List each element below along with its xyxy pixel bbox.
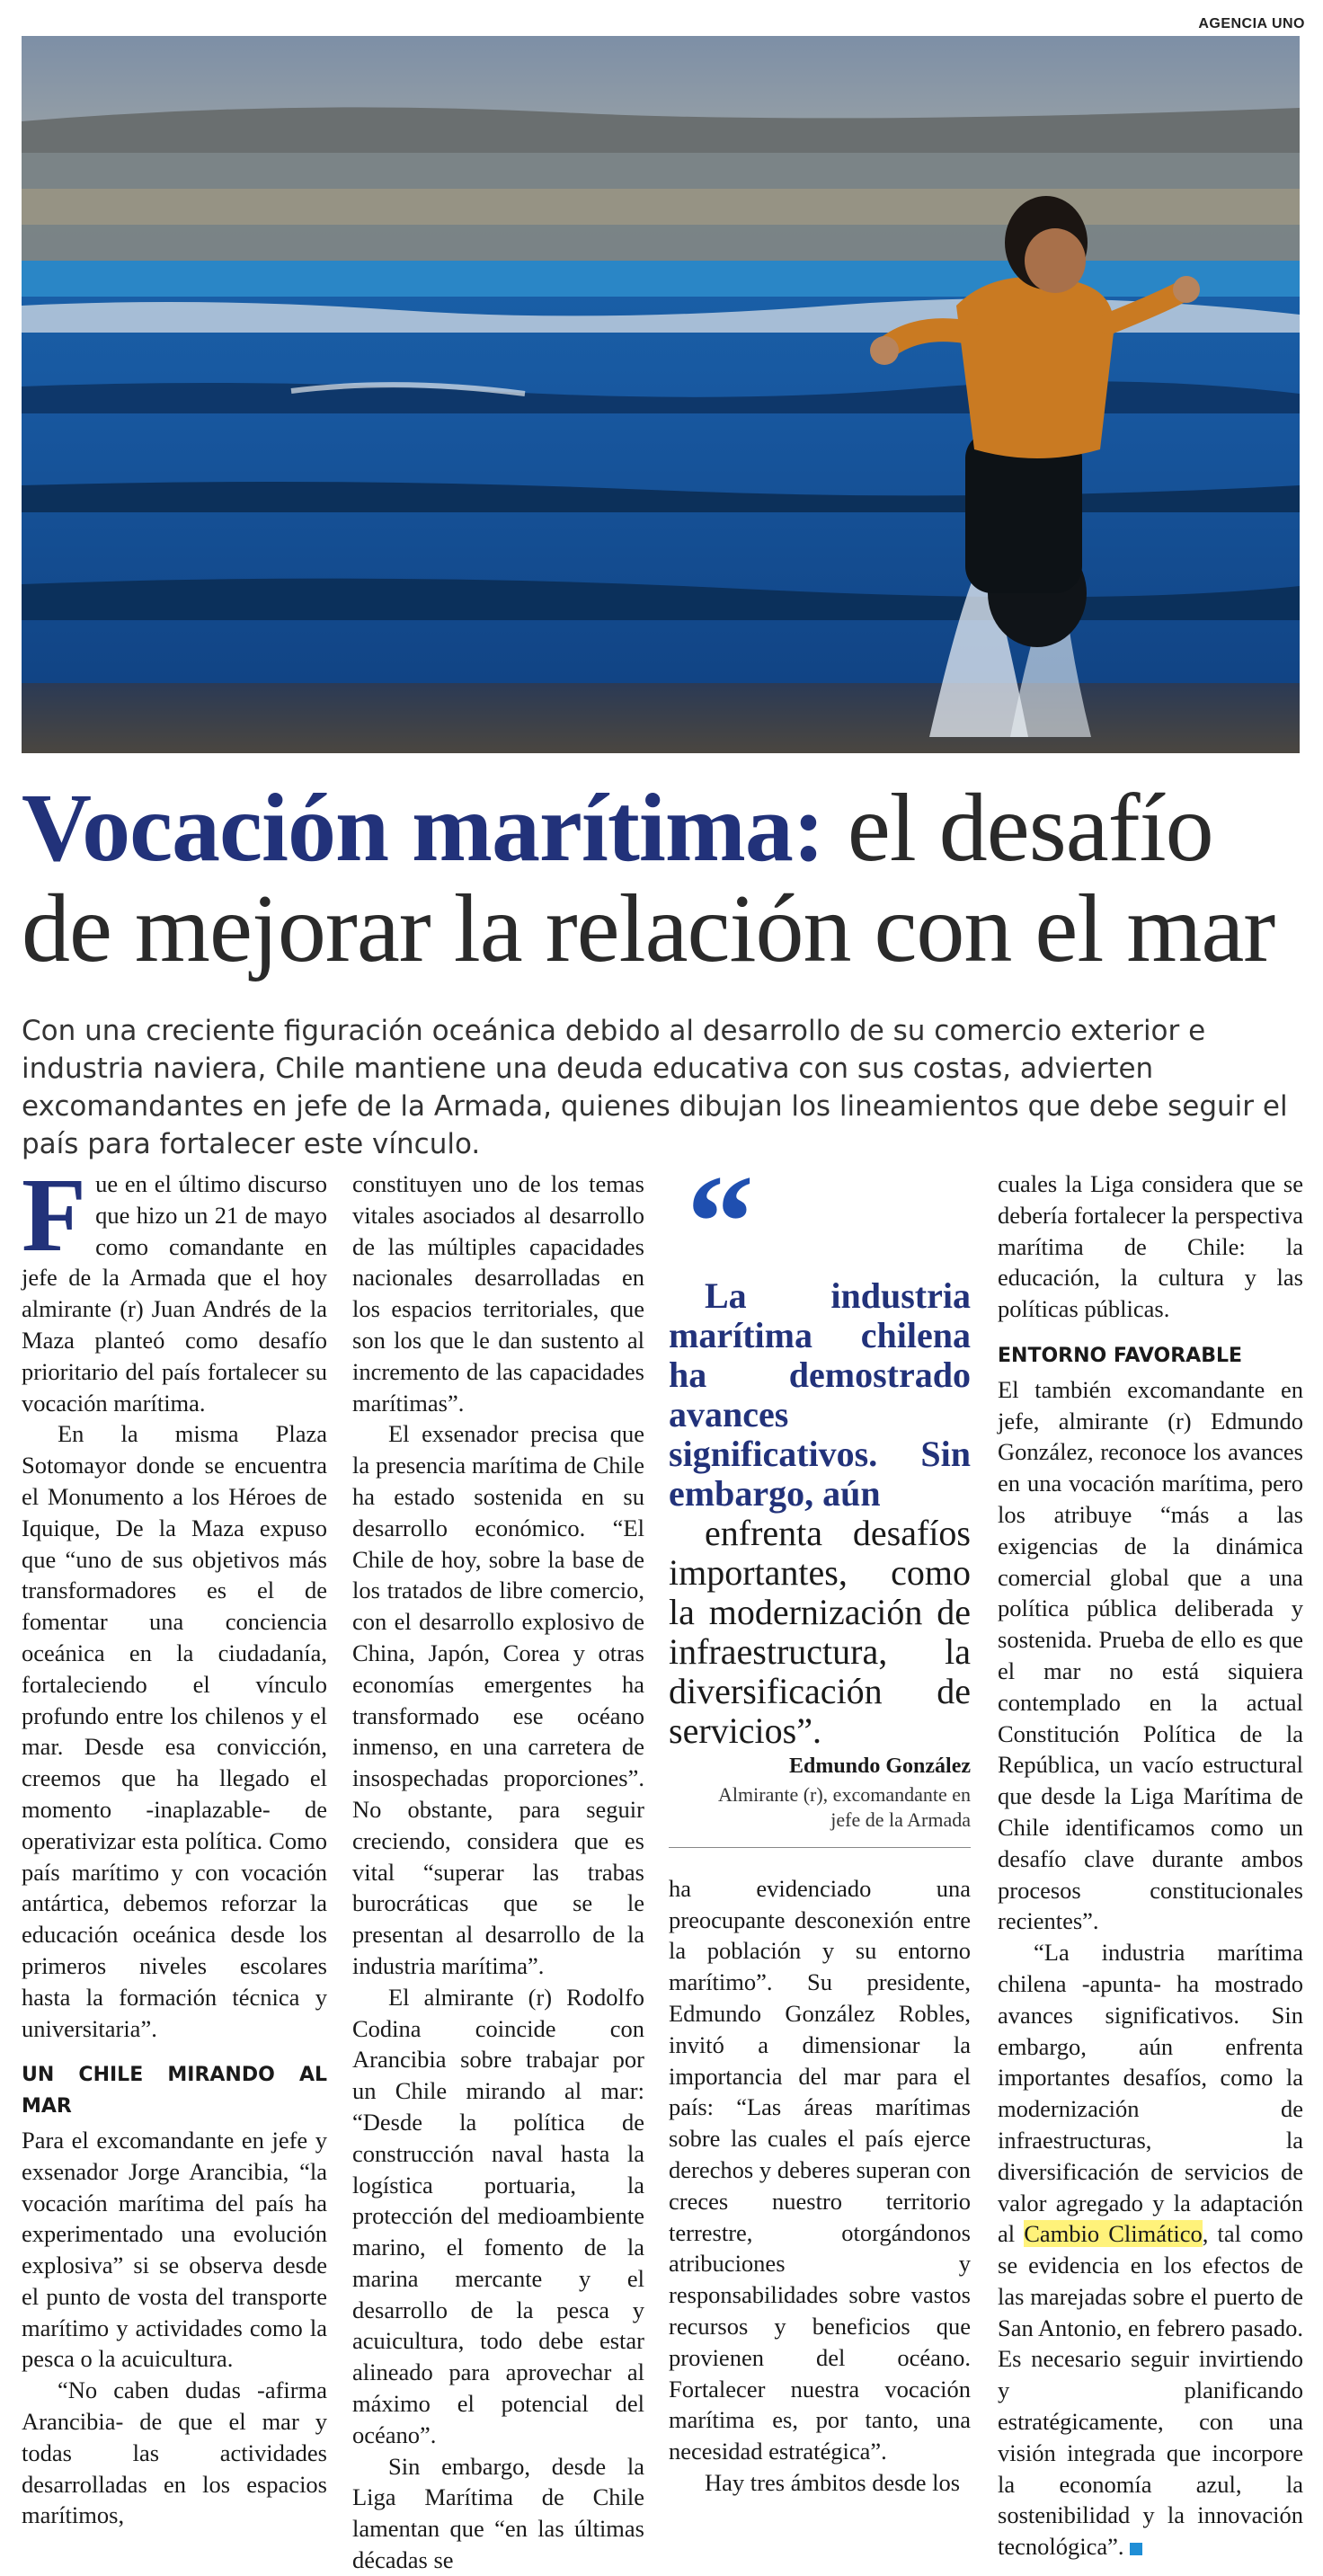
paragraph: Sin embargo, desde la Liga Marítima de Chile lamentan que “en las últimas décadas se <box>352 2452 644 2574</box>
paragraph: El exsenador precisa que la presencia marítima de Chile ha estado sostenida en su desarrollo económico. “El Chile de hoy, sobre la base de los tratados de libre comercio, con el desarrollo explosivo de China, Japón, Corea y otras economías emergentes ha transformado ese océano inmenso, en una carretera de insospechadas proporciones”. No obstante, para seguir creciendo, considera que es vital “superar las trabas burocráticas que se le presentan al desarrollo de la industria marítima”. <box>352 1420 644 1979</box>
paragraph-text: ue en el último discurso que hizo un 21 de mayo como comandante en jefe de la Armada que el hoy almirante (r) Juan Andrés de la Maza planteó como desafío prioritario del país fortalecer su vocación marítima. <box>22 1170 327 1417</box>
drop-cap: F <box>22 1156 87 1274</box>
paragraph-text: “La industria marítima chilena -apunta- ha mostrado avances significativos. Sin embargo, aún enfrenta importantes desafíos, como la modernización de infraestructuras, la diversificación de servicios de valor agregado y la adaptación al <box>998 1939 1303 2248</box>
pull-quote-author: Edmundo González <box>788 1754 971 1778</box>
end-mark-icon <box>1130 2543 1142 2555</box>
headline-rest: el desafío de mejorar la relación con el mar <box>22 775 1275 982</box>
paragraph <box>22 1156 327 1418</box>
paragraph: Hay tres ámbitos desde los <box>705 2468 961 2496</box>
photo-credit: AGENCIA UNO <box>1198 16 1305 31</box>
quote-mark-icon: “ <box>687 1148 754 1297</box>
subheading: UN CHILE MIRANDO AL MAR <box>22 2064 327 2119</box>
subheading: ENTORNO FAVORABLE <box>998 1344 1243 1367</box>
pull-quote <box>669 1148 971 1848</box>
paragraph: Para el excomandante en jefe y exsenador Jorge Arancibia, “la vocación marítima del país ha experimentado una evolución explosiva” si se observa desde el punto de vosta del transporte marítimo y actividades como la pesca o la acuicultura. <box>22 2126 327 2373</box>
hero-photo <box>22 36 1300 753</box>
paragraph: El también excomandante en jefe, almirante (r) Edmundo González, reconoce los avances en una vocación marítima, pero los atribuye “más a las exigencias de la dinámica comercial global que a una política pública deliberada y sostenida. Prueba de ello es que el mar no está siquiera contemplado en la actual Constitución Política de la República, un vacío estructural que desde la Liga Marítima de Chile identificamos como un desafío clave durante ambos procesos constitucionales recientes”. <box>998 1375 1303 1935</box>
column-3 <box>669 1148 971 2499</box>
headline-strong: Vocación marítima: <box>22 775 824 882</box>
pull-quote-text: enfrenta desafíos importantes, como la modernización de infraestructura, la diversificación de servicios”. <box>669 1513 971 1751</box>
highlighted-text: Cambio Climático <box>1024 2220 1203 2248</box>
paragraph-text: , tal como se evidencia en los efectos de las marejadas sobre el puerto de San Antonio, en febrero pasado. Es necesario seguir invirtiendo y planificando estratégicamente, con una visión integrada que incorpore la economía azul, la sostenibilidad y la innovación tecnológica”. <box>998 2220 1303 2561</box>
paragraph: constituyen uno de los temas vitales asociados al desarrollo de las múltiples capacidades nacionales desarrolladas en los espacios territoriales, que son los que le dan sustento al incremento de las capacidades marítimas”. <box>352 1170 644 1417</box>
paragraph: “No caben dudas -afirma Arancibia- de que el mar y todas las actividades desarrolladas en los espacios marítimos, <box>22 2376 327 2529</box>
headline <box>22 775 1307 982</box>
column-1 <box>22 1156 327 2531</box>
paragraph: ha evidenciado una preocupante desconexión entre la población y su entorno marítimo”. Su presidente, Edmundo González Robles, invitó a dimensionar la importancia del mar para el país: “Las áreas marítimas sobre las cuales el país ejerce derechos y deberes superan con creces nuestro territorio terrestre, otorgándonos atribuciones y responsabilidades sobre vastos recursos y beneficios que provienen del océano. Fortalecer nuestra vocación marítima es, por tanto, una necesidad estratégica”. <box>669 1874 971 2465</box>
paragraph: cuales la Liga considera que se debería fortalecer la perspectiva marítima de Chile: la educación, la cultura y las políticas públicas. <box>998 1170 1303 1323</box>
paragraph: El almirante (r) Rodolfo Codina coincide con Arancibia sobre trabajar por un Chile mirando al mar: “Desde la política de construcción naval hasta la logística portuaria, la protección del medioambiente marino, el fomento de la marina mercante y el desarrollo de la pesca y acuicultura, todo debe estar alineado para aprovechar al máximo el potencial del océano”. <box>352 1983 644 2448</box>
pull-quote-strong: La industria marítima chilena ha demostrado avances significativos. Sin embargo, aún <box>669 1275 971 1514</box>
paragraph: En la misma Plaza Sotomayor donde se encuentra el Monumento a los Héroes de Iquique, De la Maza expuso que “uno de sus objetivos más transformadores es el de fomentar una conciencia oceánica en la ciudadanía, fortaleciendo el vínculo profundo entre los chilenos y el mar. Desde esa convicción, creemos que ha llegado el momento -inaplazable- de operativizar esta política. Como país marítimo y con vocación antártica, debemos reforzar la educación oceánica desde los primeros niveles escolares hasta la formación técnica y universitaria”. <box>22 1420 327 2042</box>
lede: Con una creciente figuración oceánica debido al desarrollo de su comercio exterior e industria naviera, Chile mantiene una deuda educativa con sus costas, advierten excomandantes en jefe de la Armada, quienes dibujan los lineamientos que debe seguir el país para fortalecer este vínculo. <box>22 1015 1288 1160</box>
pull-quote-role: Almirante (r), excomandante en jefe de la Armada <box>718 1782 971 1831</box>
column-2 <box>352 1168 644 2576</box>
column-4 <box>998 1168 1303 2563</box>
paragraph <box>998 1937 1303 2563</box>
divider <box>669 1847 971 1848</box>
